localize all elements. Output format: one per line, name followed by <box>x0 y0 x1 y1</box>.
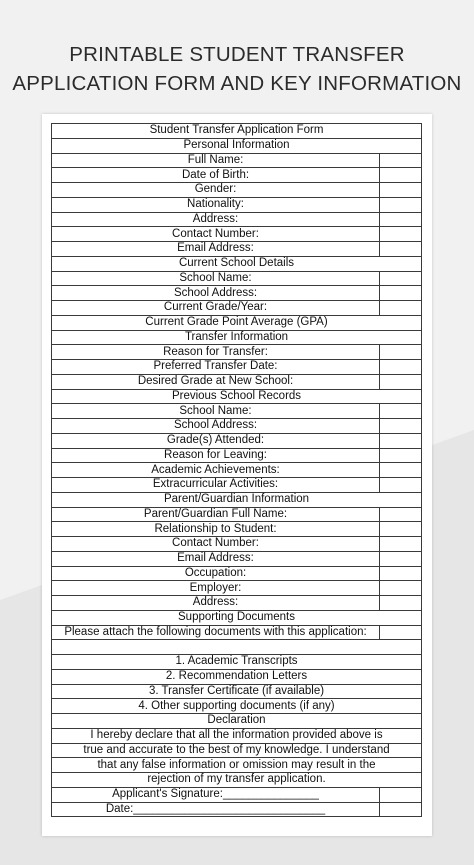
document-item: 2. Recommendation Letters <box>52 669 422 684</box>
form-row <box>52 581 422 596</box>
document-item: 1. Academic Transcripts <box>52 655 422 670</box>
form-row <box>52 433 422 448</box>
guardian-email-input[interactable] <box>380 551 422 566</box>
form-row <box>52 301 422 316</box>
section-heading-personal: Personal Information <box>52 138 422 153</box>
field-label-relationship: Relationship to Student: <box>52 522 380 537</box>
form-row <box>52 551 422 566</box>
form-row <box>52 787 422 802</box>
field-label-nationality: Nationality: <box>52 197 380 212</box>
section-heading-transfer: Transfer Information <box>52 330 422 345</box>
field-label-reason-for-transfer: Reason for Transfer: <box>52 345 380 360</box>
page-title-line-2: APPLICATION FORM AND KEY INFORMATION <box>12 72 462 95</box>
field-label-gpa: Current Grade Point Average (GPA) <box>52 315 422 330</box>
address-input[interactable] <box>380 212 422 227</box>
form-row <box>52 374 422 389</box>
application-form-table <box>51 123 422 817</box>
section-heading-previous-school: Previous School Records <box>52 389 422 404</box>
form-row <box>52 286 422 301</box>
nationality-input[interactable] <box>380 197 422 212</box>
signature-label: Applicant's Signature:_______________ <box>52 787 380 802</box>
date-label: Date:______________________________ <box>52 802 380 817</box>
form-row <box>52 153 422 168</box>
form-row <box>52 345 422 360</box>
form-row <box>52 242 422 257</box>
form-row <box>52 227 422 242</box>
declaration-line: true and accurate to the best of my knowledge. I understand <box>52 743 422 758</box>
full-name-input[interactable] <box>380 153 422 168</box>
form-row <box>52 419 422 434</box>
school-name-input[interactable] <box>380 271 422 286</box>
declaration-line: rejection of my transfer application. <box>52 773 422 788</box>
gender-input[interactable] <box>380 183 422 198</box>
field-label-school-name: School Name: <box>52 271 380 286</box>
field-label-grades-attended: Grade(s) Attended: <box>52 433 380 448</box>
field-label-occupation: Occupation: <box>52 566 380 581</box>
form-row <box>52 271 422 286</box>
section-heading-documents: Supporting Documents <box>52 610 422 625</box>
field-label-address: Address: <box>52 212 380 227</box>
form-row <box>52 507 422 522</box>
signature-input[interactable] <box>380 787 422 802</box>
relationship-input[interactable] <box>380 522 422 537</box>
form-row <box>52 596 422 611</box>
form-title: Student Transfer Application Form <box>52 124 422 139</box>
form-row <box>52 802 422 817</box>
document-item: 3. Transfer Certificate (if available) <box>52 684 422 699</box>
prev-school-address-input[interactable] <box>380 419 422 434</box>
field-label-contact-number: Contact Number: <box>52 227 380 242</box>
form-row <box>52 183 422 198</box>
page-title <box>0 40 474 98</box>
field-label-prev-school-address: School Address: <box>52 419 380 434</box>
documents-instruction: Please attach the following documents with this application: <box>52 625 380 640</box>
field-label-guardian-address: Address: <box>52 596 380 611</box>
field-label-employer: Employer: <box>52 581 380 596</box>
preferred-transfer-date-input[interactable] <box>380 360 422 375</box>
contact-number-input[interactable] <box>380 227 422 242</box>
field-label-email-address: Email Address: <box>52 242 380 257</box>
field-label-preferred-transfer-date: Preferred Transfer Date: <box>52 360 380 375</box>
current-grade-input[interactable] <box>380 301 422 316</box>
form-row <box>52 537 422 552</box>
documents-instruction-input[interactable] <box>380 625 422 640</box>
employer-input[interactable] <box>380 581 422 596</box>
guardian-name-input[interactable] <box>380 507 422 522</box>
section-heading-declaration: Declaration <box>52 714 422 729</box>
guardian-address-input[interactable] <box>380 596 422 611</box>
field-label-academic-achievements: Academic Achievements: <box>52 463 380 478</box>
form-row <box>52 522 422 537</box>
occupation-input[interactable] <box>380 566 422 581</box>
field-label-reason-for-leaving: Reason for Leaving: <box>52 448 380 463</box>
email-address-input[interactable] <box>380 242 422 257</box>
field-label-guardian-contact: Contact Number: <box>52 537 380 552</box>
field-label-school-address: School Address: <box>52 286 380 301</box>
page-title-line-1: PRINTABLE STUDENT TRANSFER <box>69 43 405 66</box>
form-row <box>52 168 422 183</box>
date-input[interactable] <box>380 802 422 817</box>
section-heading-guardian: Parent/Guardian Information <box>52 492 422 507</box>
extracurricular-input[interactable] <box>380 478 422 493</box>
form-row <box>52 625 422 640</box>
form-row <box>52 404 422 419</box>
field-label-guardian-email: Email Address: <box>52 551 380 566</box>
form-row <box>52 360 422 375</box>
field-label-date-of-birth: Date of Birth: <box>52 168 380 183</box>
school-address-input[interactable] <box>380 286 422 301</box>
reason-for-transfer-input[interactable] <box>380 345 422 360</box>
field-label-extracurricular: Extracurricular Activities: <box>52 478 380 493</box>
field-label-current-grade: Current Grade/Year: <box>52 301 380 316</box>
guardian-contact-input[interactable] <box>380 537 422 552</box>
field-label-prev-school-name: School Name: <box>52 404 380 419</box>
field-label-gender: Gender: <box>52 183 380 198</box>
grades-attended-input[interactable] <box>380 433 422 448</box>
document-item: 4. Other supporting documents (if any) <box>52 699 422 714</box>
desired-grade-input[interactable] <box>380 374 422 389</box>
academic-achievements-input[interactable] <box>380 463 422 478</box>
form-row <box>52 212 422 227</box>
form-row <box>52 448 422 463</box>
date-of-birth-input[interactable] <box>380 168 422 183</box>
reason-for-leaving-input[interactable] <box>380 448 422 463</box>
prev-school-name-input[interactable] <box>380 404 422 419</box>
form-row <box>52 640 422 655</box>
declaration-line: that any false information or omission may result in the <box>52 758 422 773</box>
section-heading-current-school: Current School Details <box>52 256 422 271</box>
form-row <box>52 197 422 212</box>
declaration-line: I hereby declare that all the information provided above is <box>52 728 422 743</box>
field-label-desired-grade: Desired Grade at New School: <box>52 374 380 389</box>
field-label-guardian-name: Parent/Guardian Full Name: <box>52 507 380 522</box>
form-row <box>52 463 422 478</box>
blank-row <box>52 640 422 655</box>
field-label-full-name: Full Name: <box>52 153 380 168</box>
form-row <box>52 566 422 581</box>
form-sheet <box>42 114 432 836</box>
form-row <box>52 478 422 493</box>
